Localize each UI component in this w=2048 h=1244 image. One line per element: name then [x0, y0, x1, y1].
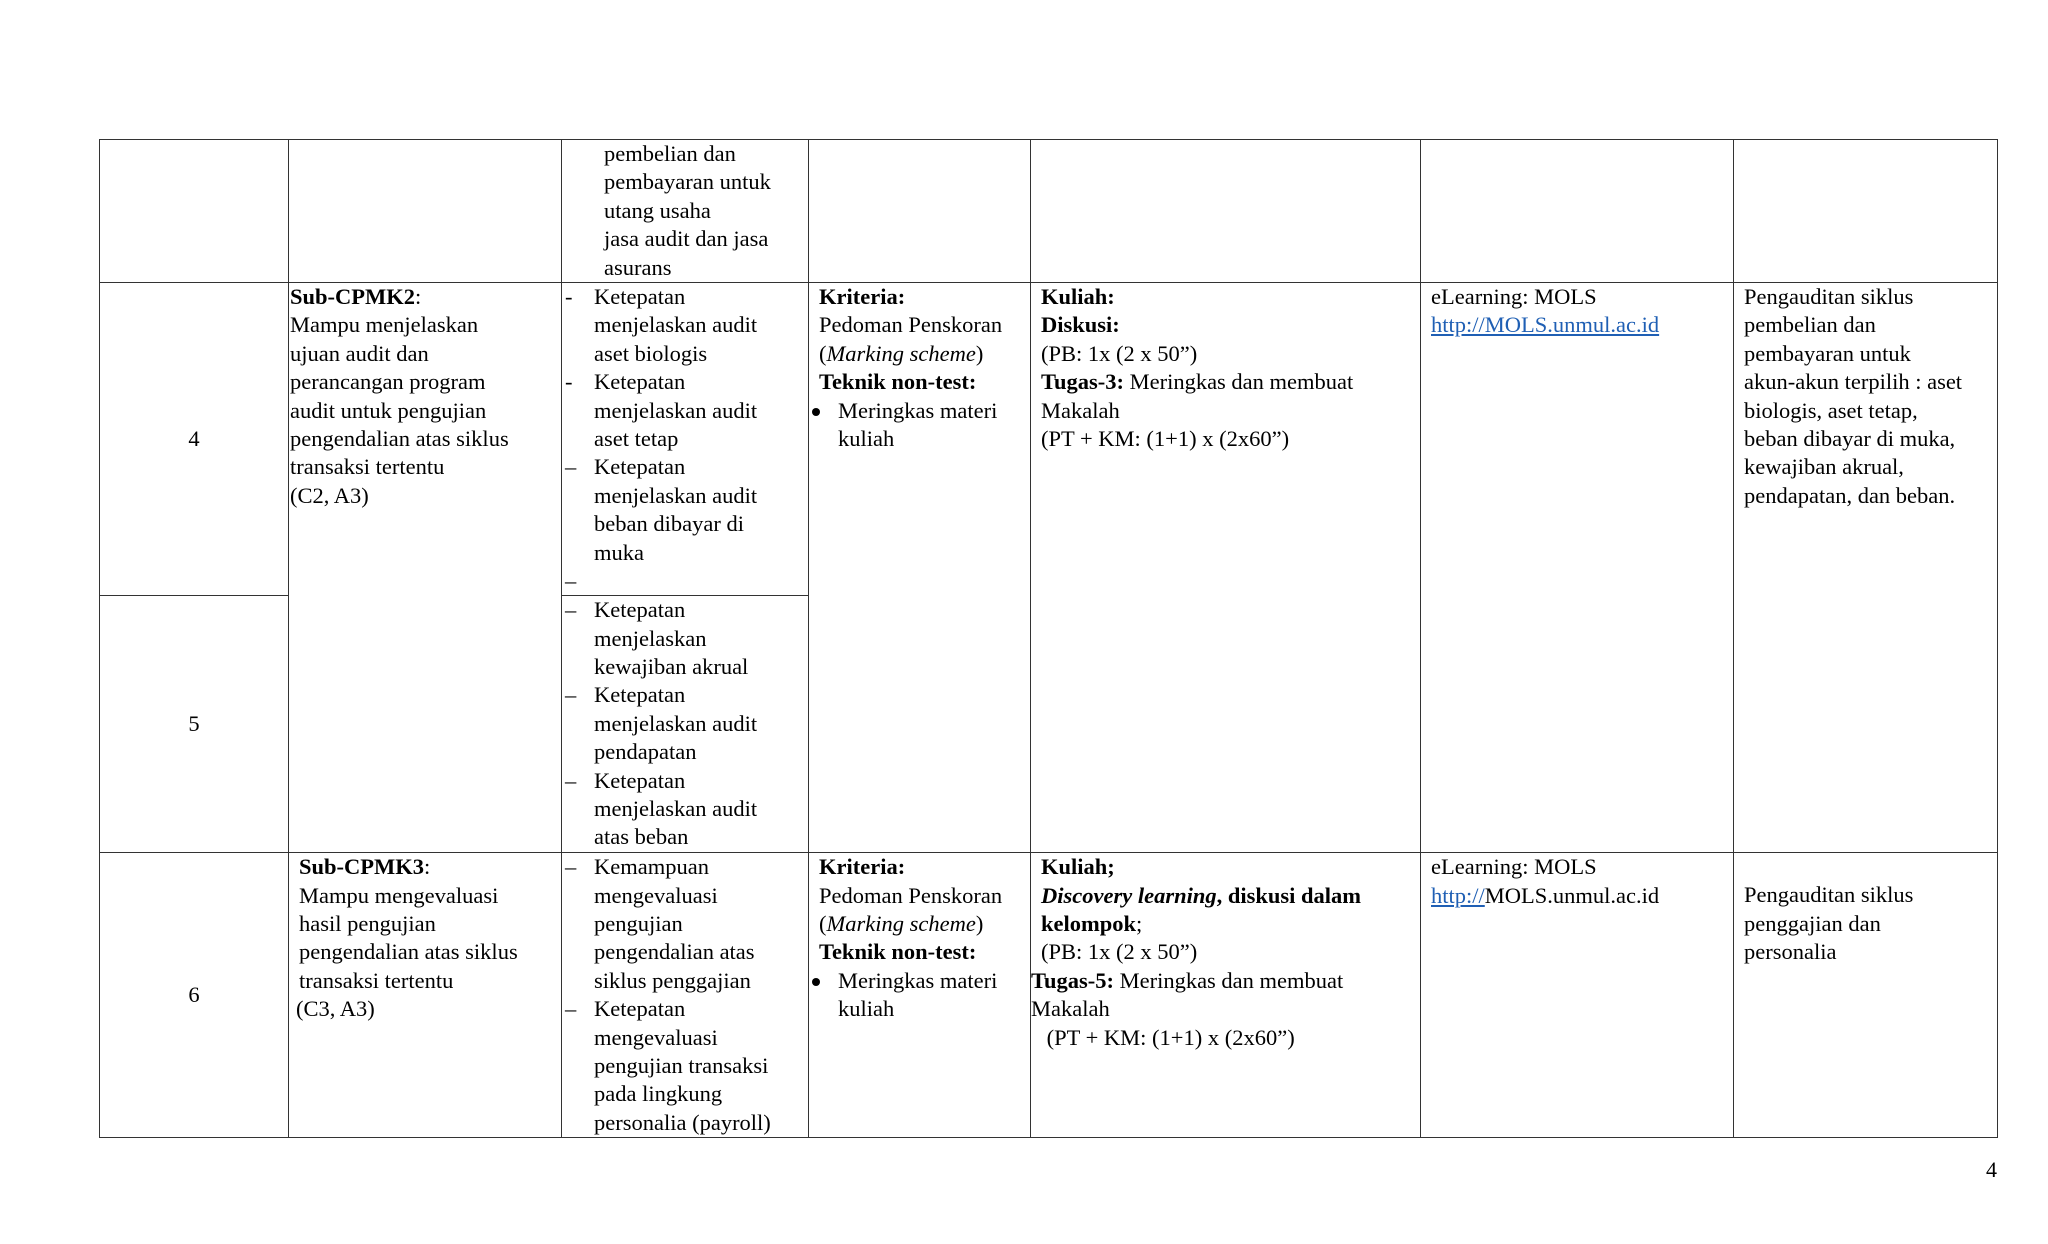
- list-item: [562, 681, 802, 766]
- content-line: Pengauditan siklus: [1744, 284, 1914, 310]
- list-item: [562, 567, 802, 595]
- content-line: pembayaran untuk: [1744, 340, 1911, 366]
- indicator-line: menjelaskan audit: [594, 482, 758, 508]
- week-cell: [100, 140, 289, 283]
- list-item: [809, 397, 1024, 454]
- indicator-line: Ketepatan: [594, 369, 686, 395]
- content-spacer: [1744, 853, 1991, 881]
- media-cell: [1421, 283, 1734, 853]
- indicator-line: Ketepatan: [594, 284, 686, 310]
- indicator-line: menjelaskan audit: [594, 795, 758, 821]
- content-line: pendapatan, dan beban.: [1744, 482, 1956, 508]
- dash-marker: -: [565, 284, 573, 310]
- indicator-line: asurans: [604, 254, 672, 280]
- marking-scheme-text: Marking scheme: [826, 910, 976, 936]
- list-item: [562, 596, 802, 681]
- dash-marker: –: [565, 767, 577, 793]
- kuliah-label: Kuliah:: [1041, 284, 1115, 310]
- learning-cell: [1031, 140, 1421, 283]
- media-link-rest: MOLS.unmul.ac.id: [1484, 882, 1660, 908]
- media-cell: [1421, 140, 1734, 283]
- tugas-label: Tugas-3:: [1041, 369, 1124, 395]
- list-item: [562, 767, 802, 852]
- sub-cpmk-line: Mampu menjelaskan: [290, 312, 479, 338]
- paren: (: [819, 340, 827, 366]
- dash-marker: –: [565, 597, 577, 623]
- dash-marker: –: [565, 996, 577, 1022]
- week-number: 6: [100, 853, 289, 1138]
- indicator-line: utang usaha: [604, 197, 711, 223]
- learning-cell: [1031, 283, 1421, 853]
- diskusi-label: Diskusi:: [1041, 312, 1120, 338]
- criteria-cell: [809, 853, 1031, 1138]
- table-row: [100, 283, 1998, 596]
- indicator-line: pada lingkung: [594, 1081, 723, 1107]
- tugas-text: Meringkas dan membuat: [1113, 967, 1344, 993]
- indicator-line: beban dibayar di: [594, 511, 744, 537]
- indicator-list: [562, 283, 802, 595]
- technique-line: Meringkas materi: [838, 967, 998, 993]
- indicator-cell: [562, 283, 809, 596]
- indicator-line: menjelaskan: [594, 625, 707, 651]
- indicator-line: muka: [594, 539, 644, 565]
- content-line: biologis, aset tetap,: [1744, 397, 1918, 423]
- paren: (: [819, 910, 827, 936]
- indicator-line: Ketepatan: [594, 682, 686, 708]
- technique-label: Teknik non-test:: [819, 369, 977, 395]
- sub-cpmk-title: Sub-CPMK2: [290, 284, 416, 310]
- technique-label: Teknik non-test:: [819, 939, 977, 965]
- content-cell: [1734, 283, 1998, 853]
- indicator-line: Ketepatan: [594, 597, 686, 623]
- indicator-line: jasa audit dan jasa: [604, 226, 769, 252]
- sub-cpmk-cell: [289, 283, 562, 853]
- indicator-line: pembelian dan: [604, 141, 736, 166]
- list-item: [562, 995, 802, 1137]
- indicator-line: atas beban: [594, 824, 689, 850]
- sub-cpmk-line: ujuan audit dan: [290, 340, 429, 366]
- indicator-cell: [562, 140, 809, 283]
- content-line: personalia: [1744, 939, 1837, 965]
- technique-line: kuliah: [838, 996, 895, 1022]
- indicator-line: mengevaluasi: [594, 1024, 718, 1050]
- criteria-cell: [809, 140, 1031, 283]
- content-line: kewajiban akrual,: [1744, 454, 1904, 480]
- criteria-label: Kriteria:: [819, 854, 906, 880]
- media-link[interactable]: http://: [1431, 882, 1485, 908]
- discussion-text: , diskusi dalam: [1216, 882, 1362, 908]
- sub-cpmk-line: (C2, A3): [290, 482, 369, 508]
- indicator-line: Kemampuan: [594, 854, 709, 880]
- dash-marker: –: [565, 568, 577, 594]
- rps-table: [99, 139, 1998, 1138]
- technique-list: [809, 967, 1024, 1024]
- indicator-cell: [562, 853, 809, 1138]
- sub-cpmk-line: audit untuk pengujian: [290, 397, 487, 423]
- indicator-line: aset biologis: [594, 340, 708, 366]
- sub-cpmk-cell: [289, 853, 562, 1138]
- week-number: 5: [100, 596, 289, 853]
- tugas-text: Makalah: [1041, 397, 1120, 423]
- indicator-line: Ketepatan: [594, 454, 686, 480]
- sub-cpmk-line: pengendalian atas siklus: [299, 939, 518, 965]
- media-label: eLearning: MOLS: [1431, 284, 1597, 310]
- indicator-line: menjelaskan audit: [594, 710, 758, 736]
- indicator-line: aset tetap: [594, 426, 679, 452]
- content-cell: [1734, 140, 1998, 283]
- pt-text: (PT + KM: (1+1) x (2x60”): [1041, 1024, 1295, 1050]
- colon: :: [424, 854, 431, 880]
- sub-cpmk-title: Sub-CPMK3: [299, 854, 425, 880]
- technique-line: kuliah: [838, 426, 895, 452]
- content-line: beban dibayar di muka,: [1744, 426, 1956, 452]
- indicator-line: menjelaskan audit: [594, 397, 758, 423]
- sub-cpmk-cell: [289, 140, 562, 283]
- indicator-line: menjelaskan audit: [594, 312, 758, 338]
- criteria-cell: [809, 283, 1031, 853]
- indicator-line: pengujian transaksi: [594, 1052, 769, 1078]
- page-number: 4: [1986, 1157, 1997, 1182]
- list-item: [562, 283, 802, 368]
- list-item: [562, 853, 802, 995]
- content-line: pembelian dan: [1744, 312, 1876, 338]
- indicator-line: siklus penggajian: [594, 967, 751, 993]
- indicator-list: [562, 853, 802, 1137]
- indicator-line: Ketepatan: [594, 767, 686, 793]
- indicator-line: kewajiban akrual: [594, 653, 749, 679]
- pb-text: (PB: 1x (2 x 50”): [1041, 939, 1198, 965]
- content-line: penggajian dan: [1744, 910, 1881, 936]
- colon: :: [415, 284, 422, 310]
- tugas-text: Meringkas dan membuat: [1123, 369, 1354, 395]
- paren: ): [975, 340, 984, 366]
- dash-marker: –: [565, 454, 577, 480]
- indicator-line: personalia (payroll): [594, 1109, 771, 1135]
- content-line: akun-akun terpilih : aset: [1744, 369, 1963, 395]
- pt-text: (PT + KM: (1+1) x (2x60”): [1041, 426, 1290, 452]
- indicator-line: pengujian: [594, 910, 683, 936]
- list-item: [809, 967, 1024, 1024]
- media-cell: [1421, 853, 1734, 1138]
- discovery-learning-text: Discovery learning: [1041, 882, 1217, 908]
- tugas-label: Tugas-5:: [1031, 967, 1114, 993]
- technique-list: [809, 397, 1024, 454]
- table-row: [100, 853, 1998, 1138]
- content-cell: [1734, 853, 1998, 1138]
- sub-cpmk-line: (C3, A3): [296, 996, 375, 1022]
- media-label: eLearning: MOLS: [1431, 854, 1597, 880]
- indicator-line: pembayaran untuk: [604, 169, 771, 195]
- criteria-line: Pedoman Penskoran: [819, 882, 1003, 908]
- sub-cpmk-line: Mampu mengevaluasi: [299, 882, 499, 908]
- criteria-label: Kriteria:: [819, 284, 906, 310]
- tugas-text: Makalah: [1031, 996, 1110, 1022]
- sub-cpmk-line: hasil pengujian: [299, 910, 436, 936]
- indicator-line: pendapatan: [594, 739, 697, 765]
- paren: ): [975, 910, 984, 936]
- sub-cpmk-line: transaksi tertentu: [290, 454, 445, 480]
- dash-marker: –: [565, 682, 577, 708]
- kelompok-text: kelompok: [1041, 910, 1137, 936]
- content-line: Pengauditan siklus: [1744, 882, 1914, 908]
- list-item: [562, 368, 802, 453]
- pb-text: (PB: 1x (2 x 50”): [1041, 340, 1198, 366]
- criteria-line: Pedoman Penskoran: [819, 312, 1003, 338]
- media-link[interactable]: http://MOLS.unmul.ac.id: [1431, 312, 1660, 338]
- sub-cpmk-line: pengendalian atas siklus: [290, 426, 509, 452]
- indicator-list: [562, 596, 802, 852]
- marking-scheme-text: Marking scheme: [826, 340, 976, 366]
- indicator-line: mengevaluasi: [594, 882, 718, 908]
- sub-cpmk-line: transaksi tertentu: [299, 967, 454, 993]
- indicator-cell: [562, 596, 809, 853]
- technique-line: Meringkas materi: [838, 397, 998, 423]
- indicator-line: pengendalian atas: [594, 939, 755, 965]
- kuliah-label: Kuliah;: [1041, 854, 1115, 880]
- table-row: [100, 140, 1998, 283]
- week-number: 4: [100, 283, 289, 596]
- indicator-line: Ketepatan: [594, 996, 686, 1022]
- learning-cell: [1031, 853, 1421, 1138]
- list-item: [562, 453, 802, 567]
- dash-marker: –: [565, 854, 577, 880]
- dash-marker: -: [565, 369, 573, 395]
- semicolon: ;: [1136, 910, 1143, 936]
- sub-cpmk-line: perancangan program: [290, 369, 486, 395]
